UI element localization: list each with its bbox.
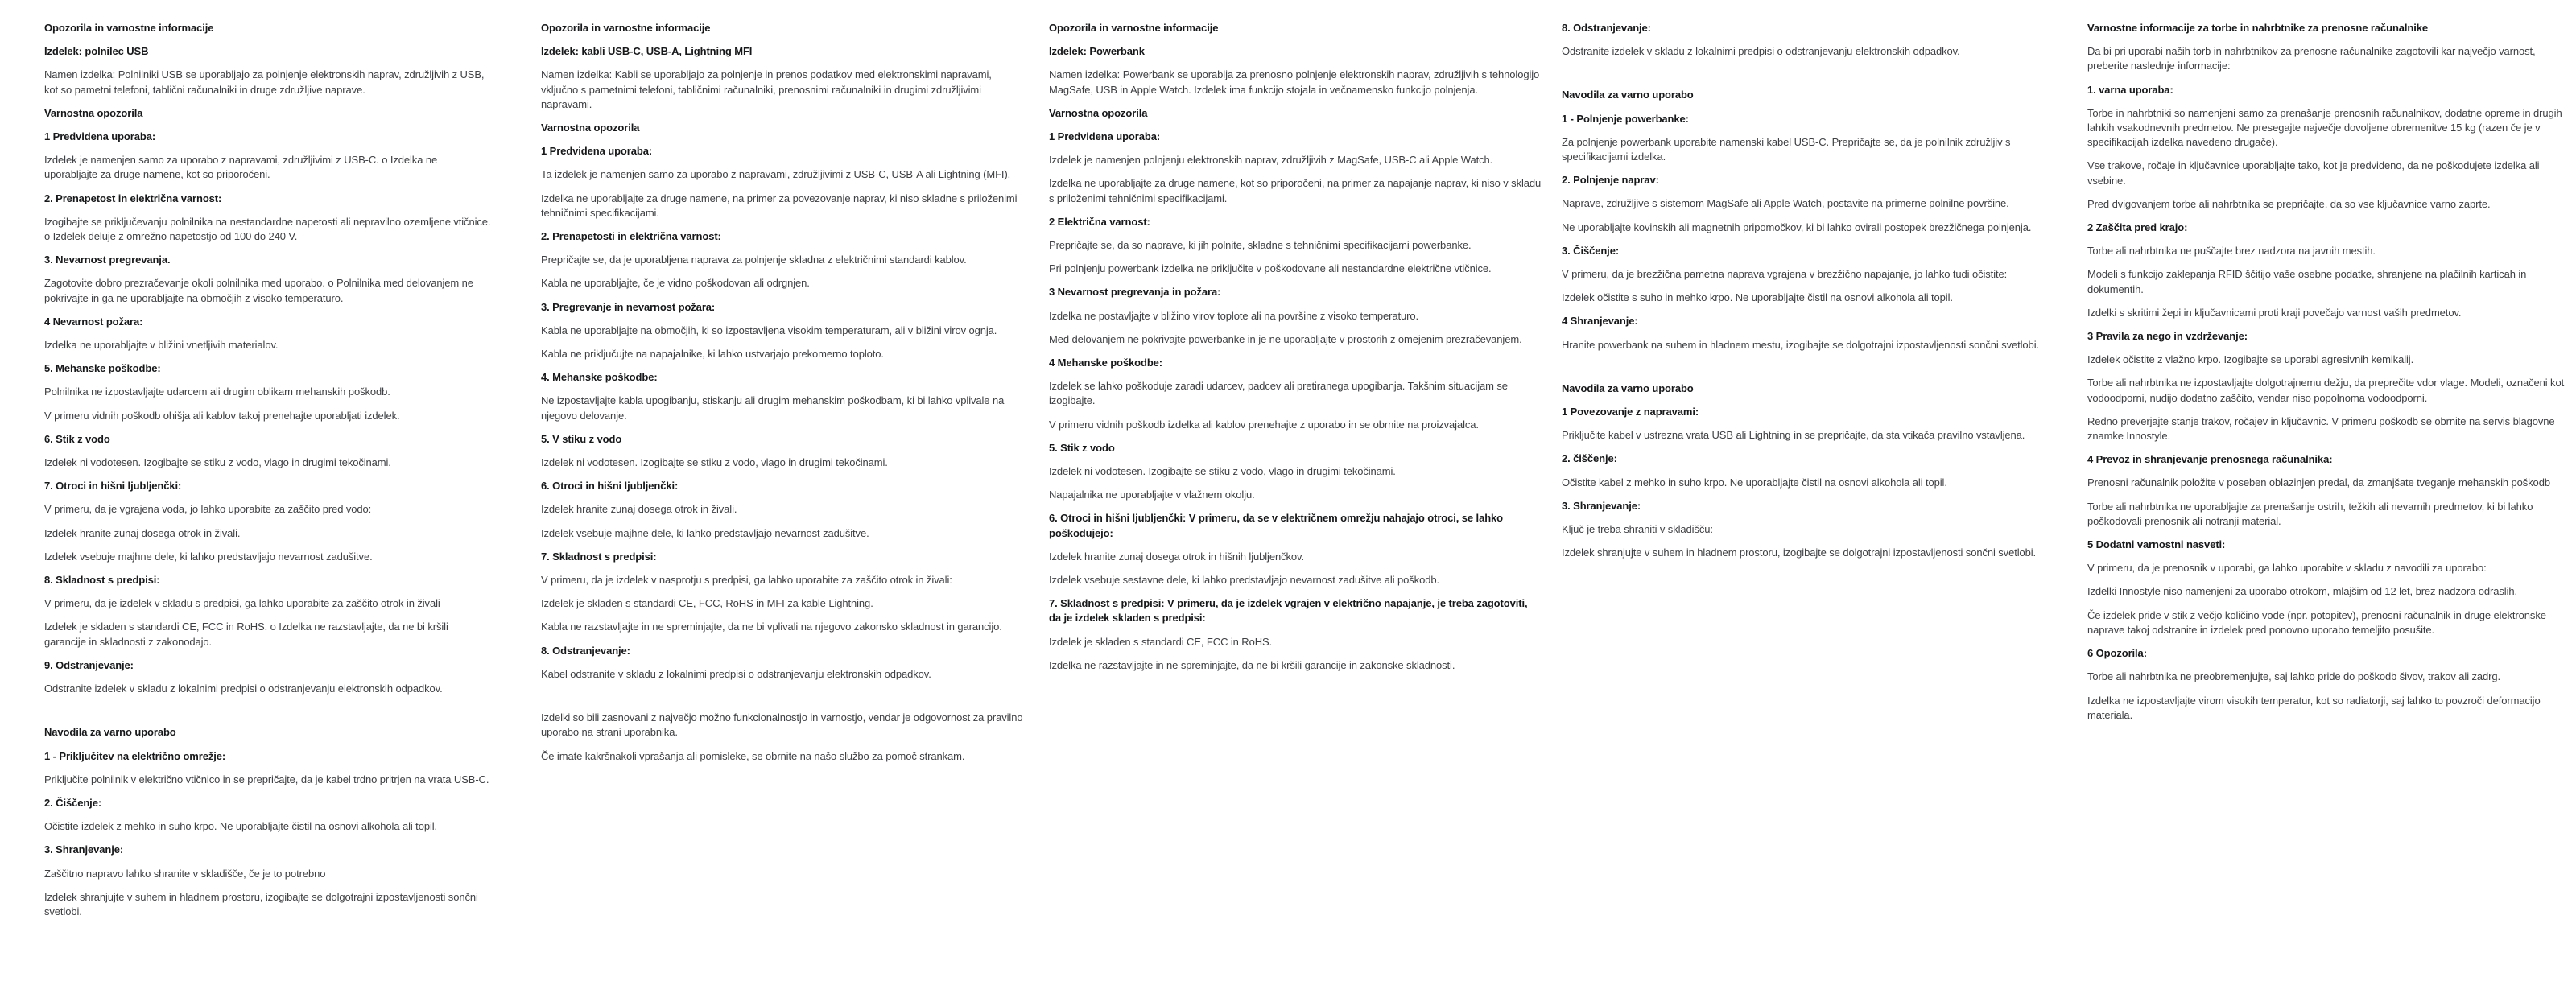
section-heading: 1 Predvidena uporaba: bbox=[1049, 130, 1161, 143]
paragraph: Kabla ne uporabljajte, če je vidno poškodovan ali odrgnjen. bbox=[541, 277, 810, 290]
section-heading: 2 Zaščita pred krajo: bbox=[2087, 221, 2188, 234]
paragraph: Kabel odstranite v skladu z lokalnimi predpisi o odstranjevanju elektronskih odpadkov. bbox=[541, 667, 931, 680]
paragraph: Izdelki Innostyle niso namenjeni za uporabo otrokom, mlajšim od 12 let, brez nadzora odraslih. bbox=[2087, 585, 2517, 598]
section-heading: 9. Odstranjevanje: bbox=[44, 658, 134, 671]
section-heading: 4. Mehanske poškodbe: bbox=[541, 371, 658, 384]
section-heading: 1 - Priključitev na električno omrežje: bbox=[44, 749, 226, 762]
paragraph: Torbe ali nahrbtnika ne preobremenjujte, saj lahko pride do poškodb šivov, trakov ali zadrg. bbox=[2087, 670, 2501, 683]
paragraph: Izogibajte se priključevanju polnilnika na nestandardne napetosti ali nepravilno ozemljene vtičnice. o Izdelek deluje z omrežno napetostjo od 100 do 240 V. bbox=[44, 215, 491, 243]
section-heading: 3. Čiščenje: bbox=[1562, 244, 1620, 257]
paragraph: Očistite izdelek z mehko in suho krpo. Ne uporabljajte čistil na osnovi alkohola ali topil. bbox=[44, 820, 438, 833]
paragraph: Izdelek shranjujte v suhem in hladnem prostoru, izogibajte se dolgotrajni izpostavljenosti sončni svetlobi. bbox=[1562, 546, 2037, 559]
paragraph: Izdelka ne uporabljajte za druge namene, na primer za povezovanje naprav, ki niso skladne s priloženimi tehničnimi specifikacijami. bbox=[541, 192, 1018, 219]
section-heading: 8. Odstranjevanje: bbox=[541, 644, 630, 657]
paragraph: Izdelki so bili zasnovani z največjo možno funkcionalnostjo in varnostjo, vendar je odgovornost za pravilno uporabo na strani uporabnika. bbox=[541, 711, 1023, 739]
paragraph: Če imate kakršnakoli vprašanja ali pomisleke, se obrnite na našo službo za pomoč strankam. bbox=[541, 749, 965, 762]
section-heading: 6. Otroci in hišni ljubljenčki: bbox=[541, 480, 679, 493]
paragraph: Če izdelek pride v stik z večjo količino vode (npr. potopitev), prenosni računalnik in druge elektronske naprave takoj odstranite in izdelek pred ponovno uporabo temeljito posušite. bbox=[2087, 608, 2546, 636]
section-heading: 1 - Polnjenje powerbanke: bbox=[1562, 112, 1689, 125]
paragraph: Kabla ne uporabljajte na območjih, ki so izpostavljena visokim temperaturam, ali v bližini virov ognja. bbox=[541, 324, 997, 336]
paragraph: V primeru, da je izdelek v skladu s predpisi, ga lahko uporabite za zaščito otrok in živali bbox=[44, 597, 440, 610]
paragraph: Torbe ali nahrbtnika ne uporabljajte za prenašanje ostrih, težkih ali nevarnih predmetov, ki bi lahko poškodovali prenosnik ali notranji material. bbox=[2087, 500, 2533, 527]
section-heading: Navodila za varno uporabo bbox=[1562, 381, 1694, 394]
section-heading: 2. Polnjenje naprav: bbox=[1562, 174, 1659, 187]
paragraph: Ne uporabljajte kovinskih ali magnetnih pripomočkov, ki bi lahko ovirali postopek brezžičnega polnjenja. bbox=[1562, 221, 2032, 233]
section-heading: 6 Opozorila: bbox=[2087, 647, 2147, 660]
paragraph: Da bi pri uporabi naših torb in nahrbtnikov za prenosne računalnike zagotovili kar največjo varnost, preberite naslednje informacije: bbox=[2087, 45, 2536, 72]
paragraph: Izdelka ne uporabljajte za druge namene, kot so priporočeni, na primer za napajanje naprav, ki niso v skladu s priloženimi tehničnimi specifikacijami. bbox=[1049, 177, 1542, 204]
section-heading: 3 Pravila za nego in vzdrževanje: bbox=[2087, 330, 2248, 343]
section-heading: 1. varna uporaba: bbox=[2087, 83, 2174, 96]
paragraph: Za polnjenje powerbank uporabite namenski kabel USB-C. Prepričajte se, da je polnilnik združljiv s specifikacijami izdelka. bbox=[1562, 135, 2011, 163]
column-powerbank-usage-instructions bbox=[1562, 21, 2058, 569]
paragraph: Med delovanjem ne pokrivajte powerbanke in je ne uporabljajte v prostorih z omejenim prezračevanjem. bbox=[1049, 332, 1522, 345]
paragraph: Izdelek shranjujte v suhem in hladnem prostoru, izogibajte se dolgotrajni izpostavljenosti sončni svetlobi. bbox=[44, 890, 478, 917]
paragraph: Polnilnika ne izpostavljajte udarcem ali drugim oblikam mehanskih poškodb. bbox=[44, 385, 390, 398]
section-heading: Izdelek: polnilec USB bbox=[44, 45, 149, 58]
paragraph: Ključ je treba shraniti v skladišču: bbox=[1562, 523, 1713, 536]
section-heading: 1 Povezovanje z napravami: bbox=[1562, 406, 1699, 418]
paragraph: Izdelka ne uporabljajte v bližini vnetljivih materialov. bbox=[44, 339, 279, 352]
section-heading: Varnostna opozorila bbox=[1049, 106, 1148, 119]
paragraph: Izdelek očistite z vlažno krpo. Izogibajte se uporabi agresivnih kemikalij. bbox=[2087, 353, 2414, 366]
paragraph: Priključite kabel v ustrezna vrata USB ali Lightning in se prepričajte, da sta vtikača pravilno vstavljena. bbox=[1562, 429, 2025, 442]
paragraph: V primeru vidnih poškodb ohišja ali kablov takoj prenehajte uporabljati izdelek. bbox=[44, 409, 400, 422]
section-heading: 2 Električna varnost: bbox=[1049, 215, 1150, 228]
section-heading: 4 Nevarnost požara: bbox=[44, 315, 143, 328]
paragraph: Izdelek vsebuje majhne dele, ki lahko predstavljajo nevarnost zadušitve. bbox=[541, 526, 869, 539]
paragraph: Torbe ali nahrbtnika ne puščajte brez nadzora na javnih mestih. bbox=[2087, 245, 2376, 258]
section-heading: 2. Prenapetosti in električna varnost: bbox=[541, 230, 721, 243]
paragraph: Redno preverjajte stanje trakov, ročajev in ključavnic. V primeru poškodb se obrnite na servis blagovne znamke Innostyle. bbox=[2087, 414, 2555, 443]
paragraph: Kabla ne razstavljajte in ne spreminjajte, da ne bi vplivali na njegovo zakonsko skladnost in garancijo. bbox=[541, 621, 1002, 633]
paragraph: Zaščitno napravo lahko shranite v skladišče, če je to potrebno bbox=[44, 867, 326, 880]
section-heading: 3. Shranjevanje: bbox=[44, 843, 124, 856]
paragraph: Namen izdelka: Kabli se uporabljajo za polnjenje in prenos podatkov med elektronskimi napravami, vključno s pametnimi telefoni, tabličnimi računalniki, prenosnimi računalniki in drugimi združljivimi napravami. bbox=[541, 68, 992, 110]
section-heading: Navodila za varno uporabo bbox=[1562, 89, 1694, 101]
section-heading: 6. Otroci in hišni ljubljenčki: V primeru, da se v električnem omrežju nahajajo otroci, se lahko poškodujejo: bbox=[1049, 512, 1504, 539]
paragraph: Izdelek ni vodotesen. Izogibajte se stiku z vodo, vlago in drugimi tekočinami. bbox=[1049, 465, 1396, 478]
paragraph: Izdelek vsebuje sestavne dele, ki lahko predstavljajo nevarnost zadušitve ali poškodb. bbox=[1049, 574, 1439, 587]
paragraph: Odstranite izdelek v skladu z lokalnimi predpisi o odstranjevanju elektronskih odpadkov. bbox=[1562, 45, 1960, 58]
paragraph: Izdelka ne izpostavljajte virom visokih temperatur, kot so radiatorji, saj lahko to povzroči deformacijo materiala. bbox=[2087, 694, 2541, 721]
section-heading: 3. Pregrevanje in nevarnost požara: bbox=[541, 300, 716, 313]
paragraph: Izdelek očistite s suho in mehko krpo. Ne uporabljajte čistil na osnovi alkohola ali topil. bbox=[1562, 291, 1953, 304]
paragraph: Izdelek je namenjen samo za uporabo z napravami, združljivimi z USB-C. o Izdelka ne uporabljajte za druge namene, kot so priporočeni. bbox=[44, 154, 438, 181]
paragraph: Modeli s funkcijo zaklepanja RFID ščitijo vaše osebne podatke, shranjene na plačilnih karticah in dokumentih. bbox=[2087, 268, 2527, 295]
section-heading: Varnostne informacije za torbe in nahrbtnike za prenosne računalnike bbox=[2087, 22, 2429, 34]
paragraph: V primeru vidnih poškodb izdelka ali kablov prenehajte z uporabo in se obrnite na proizvajalca. bbox=[1049, 418, 1479, 431]
paragraph: Namen izdelka: Powerbank se uporablja za prenosno polnjenje elektronskih naprav, združljivih s tehnologijo MagSafe, USB in Apple Watch. Izdelek ima funkcijo stojala in večnamensko funkcijo polnjenja. bbox=[1049, 68, 1540, 96]
section-heading: 7. Skladnost s predpisi: bbox=[541, 550, 657, 563]
paragraph: Ta izdelek je namenjen samo za uporabo z napravami, združljivimi z USB-C, USB-A ali Lightning (MFI). bbox=[541, 168, 1011, 181]
paragraph: V primeru, da je prenosnik v uporabi, ga lahko uporabite v skladu z navodili za uporabo: bbox=[2087, 562, 2487, 575]
spacer bbox=[1562, 361, 2058, 373]
section-heading: 5. Mehanske poškodbe: bbox=[44, 362, 161, 375]
paragraph: Izdelek hranite zunaj dosega otrok in živali. bbox=[44, 526, 241, 539]
section-heading: Opozorila in varnostne informacije bbox=[541, 22, 711, 34]
section-heading: 5 Dodatni varnostni nasveti: bbox=[2087, 538, 2226, 551]
paragraph: Izdelek vsebuje majhne dele, ki lahko predstavljajo nevarnost zadušitve. bbox=[44, 550, 373, 563]
paragraph: Pri polnjenju powerbank izdelka ne priključite v poškodovane ali nestandardne električne vtičnice. bbox=[1049, 262, 1492, 275]
column-laptop-bags-safety bbox=[2087, 21, 2570, 732]
paragraph: Izdelek hranite zunaj dosega otrok in živali. bbox=[541, 503, 737, 516]
paragraph: Kabla ne priključujte na napajalnike, ki lahko ustvarjajo prekomerno toploto. bbox=[541, 348, 884, 361]
spacer bbox=[44, 705, 492, 716]
section-heading: 2. čiščenje: bbox=[1562, 452, 1617, 465]
paragraph: Prepričajte se, da so naprave, ki jih polnite, skladne s tehničnimi specifikacijami powerbanke. bbox=[1049, 239, 1472, 252]
paragraph: Izdelek je skladen s standardi CE, FCC in RoHS. bbox=[1049, 635, 1273, 648]
section-heading: 3. Nevarnost pregrevanja. bbox=[44, 254, 171, 266]
paragraph: Izdelek ni vodotesen. Izogibajte se stiku z vodo, vlago in drugimi tekočinami. bbox=[541, 456, 888, 469]
paragraph: Izdelka ne razstavljajte in ne spreminjajte, da ne bi kršili garancije in zakonske skladnosti. bbox=[1049, 658, 1455, 671]
section-heading: 4 Shranjevanje: bbox=[1562, 315, 1638, 328]
section-heading: 8. Skladnost s predpisi: bbox=[44, 574, 160, 587]
paragraph: Izdelek je skladen s standardi CE, FCC, RoHS in MFI za kable Lightning. bbox=[541, 597, 873, 610]
spacer bbox=[541, 691, 1029, 702]
section-heading: 5. Stik z vodo bbox=[1049, 441, 1115, 454]
paragraph: Naprave, združljive s sistemom MagSafe ali Apple Watch, postavite na primerne polnilne površine. bbox=[1562, 197, 2009, 210]
paragraph: Napajalnika ne uporabljajte v vlažnem okolju. bbox=[1049, 489, 1255, 501]
section-heading: 2. Prenapetost in električna varnost: bbox=[44, 192, 222, 204]
paragraph: V primeru, da je izdelek v nasprotju s predpisi, ga lahko uporabite za zaščito otrok in živali: bbox=[541, 574, 952, 587]
section-heading: 7. Otroci in hišni ljubljenčki: bbox=[44, 480, 182, 493]
paragraph: Zagotovite dobro prezračevanje okoli polnilnika med uporabo. o Polnilnika med delovanjem ne pokrivajte in ga ne uporabljajte na območjih z visoko temperaturo. bbox=[44, 277, 473, 304]
paragraph: Izdelka ne postavljajte v bližino virov toplote ali na površine z visoko temperaturo. bbox=[1049, 309, 1419, 322]
paragraph: Torbe in nahrbtniki so namenjeni samo za prenašanje prenosnih računalnikov, dodatne opreme in drugih lahkih vsakodnevnih predmetov. Ne presegajte največje dovoljene obremenitve 15 kg (razen če je v specifikacijah izdelka navedeno drugače). bbox=[2087, 106, 2562, 149]
paragraph: Torbe ali nahrbtnika ne izpostavljajte dolgotrajnemu dežju, da preprečite vdor vlage. Modeli, označeni kot vodoodporni, nudijo dodatno zaščito, vendar niso popolnoma vodoodporni. bbox=[2087, 377, 2565, 404]
section-heading: 2. Čiščenje: bbox=[44, 796, 102, 809]
section-heading: 8. Odstranjevanje: bbox=[1562, 22, 1651, 34]
column-usb-charger-warnings bbox=[44, 21, 492, 928]
paragraph: Prenosni računalnik položite v poseben oblazinjen predal, da zmanjšate tveganje mehanskih poškodb bbox=[2087, 476, 2550, 489]
column-cables-warnings bbox=[541, 21, 1029, 773]
paragraph: Izdelki s skritimi žepi in ključavnicami proti kraji povečajo varnost vaših predmetov. bbox=[2087, 306, 2462, 319]
paragraph: Izdelek se lahko poškoduje zaradi udarcev, padcev ali pretiranega upogibanja. Takšnim situacijam se izogibajte. bbox=[1049, 380, 1508, 407]
paragraph: Izdelek ni vodotesen. Izogibajte se stiku z vodo, vlago in drugimi tekočinami. bbox=[44, 456, 391, 469]
section-heading: 3 Nevarnost pregrevanja in požara: bbox=[1049, 286, 1221, 299]
paragraph: Očistite kabel z mehko in suho krpo. Ne uporabljajte čistil na osnovi alkohola ali topil. bbox=[1562, 476, 1947, 489]
section-heading: 1 Predvidena uporaba: bbox=[44, 130, 156, 143]
section-heading: Opozorila in varnostne informacije bbox=[44, 22, 214, 34]
section-heading: 3. Shranjevanje: bbox=[1562, 499, 1641, 512]
section-heading: Varnostna opozorila bbox=[44, 106, 143, 119]
section-heading: 7. Skladnost s predpisi: V primeru, da je izdelek vgrajen v električno napajanje, je treba zagotoviti, da je izdelek skladen s predpisi: bbox=[1049, 597, 1528, 625]
paragraph: Izdelek je namenjen polnjenju elektronskih naprav, združljivih z MagSafe, USB-C ali Apple Watch. bbox=[1049, 154, 1493, 167]
section-heading: 4 Prevoz in shranjevanje prenosnega računalnika: bbox=[2087, 453, 2333, 466]
paragraph: Ne izpostavljajte kabla upogibanju, stiskanju ali drugim mehanskim poškodbam, ki bi lahko vplivale na njegovo delovanje. bbox=[541, 394, 1005, 422]
paragraph: Priključite polnilnik v električno vtičnico in se prepričajte, da je kabel trdno pritrjen na vrata USB-C. bbox=[44, 773, 489, 785]
section-heading: Izdelek: Powerbank bbox=[1049, 45, 1145, 58]
paragraph: V primeru, da je brezžična pametna naprava vgrajena v brezžično napajanje, jo lahko tudi očistite: bbox=[1562, 268, 2008, 281]
section-heading: 5. V stiku z vodo bbox=[541, 432, 622, 445]
paragraph: Izdelek hranite zunaj dosega otrok in hišnih ljubljenčkov. bbox=[1049, 550, 1304, 563]
section-heading: 4 Mehanske poškodbe: bbox=[1049, 357, 1163, 369]
paragraph: Hranite powerbank na suhem in hladnem mestu, izogibajte se dolgotrajni izpostavljenosti sončni svetlobi. bbox=[1562, 338, 2039, 351]
paragraph: Pred dvigovanjem torbe ali nahrbtnika se prepričajte, da so vse ključavnice varno zaprte. bbox=[2087, 197, 2491, 210]
section-heading: Opozorila in varnostne informacije bbox=[1049, 22, 1219, 34]
section-heading: Navodila za varno uporabo bbox=[44, 726, 176, 739]
section-heading: Izdelek: kabli USB-C, USB-A, Lightning MFI bbox=[541, 45, 753, 58]
section-heading: Varnostna opozorila bbox=[541, 122, 640, 134]
paragraph: V primeru, da je vgrajena voda, jo lahko uporabite za zaščito pred vodo: bbox=[44, 503, 372, 516]
spacer bbox=[1562, 68, 2058, 79]
paragraph: Vse trakove, ročaje in ključavnice uporabljajte tako, kot je predvideno, da ne poškodujete izdelka ali vsebine. bbox=[2087, 159, 2540, 187]
section-heading: 1 Predvidena uporaba: bbox=[541, 145, 653, 158]
column-powerbank-warnings bbox=[1049, 21, 1542, 682]
paragraph: Prepričajte se, da je uporabljena naprava za polnjenje skladna z električnimi standardi kablov. bbox=[541, 254, 967, 266]
section-heading: 6. Stik z vodo bbox=[44, 432, 110, 445]
paragraph: Odstranite izdelek v skladu z lokalnimi predpisi o odstranjevanju elektronskih odpadkov. bbox=[44, 682, 443, 695]
paragraph: Namen izdelka: Polnilniki USB se uporabljajo za polnjenje elektronskih naprav, združljivih z USB, kot so pametni telefoni, tablični računalniki in druge združljive naprave. bbox=[44, 68, 485, 96]
paragraph: Izdelek je skladen s standardi CE, FCC in RoHS. o Izdelka ne razstavljajte, da ne bi kršili garancije in skladnosti z zakonodajo. bbox=[44, 621, 448, 648]
